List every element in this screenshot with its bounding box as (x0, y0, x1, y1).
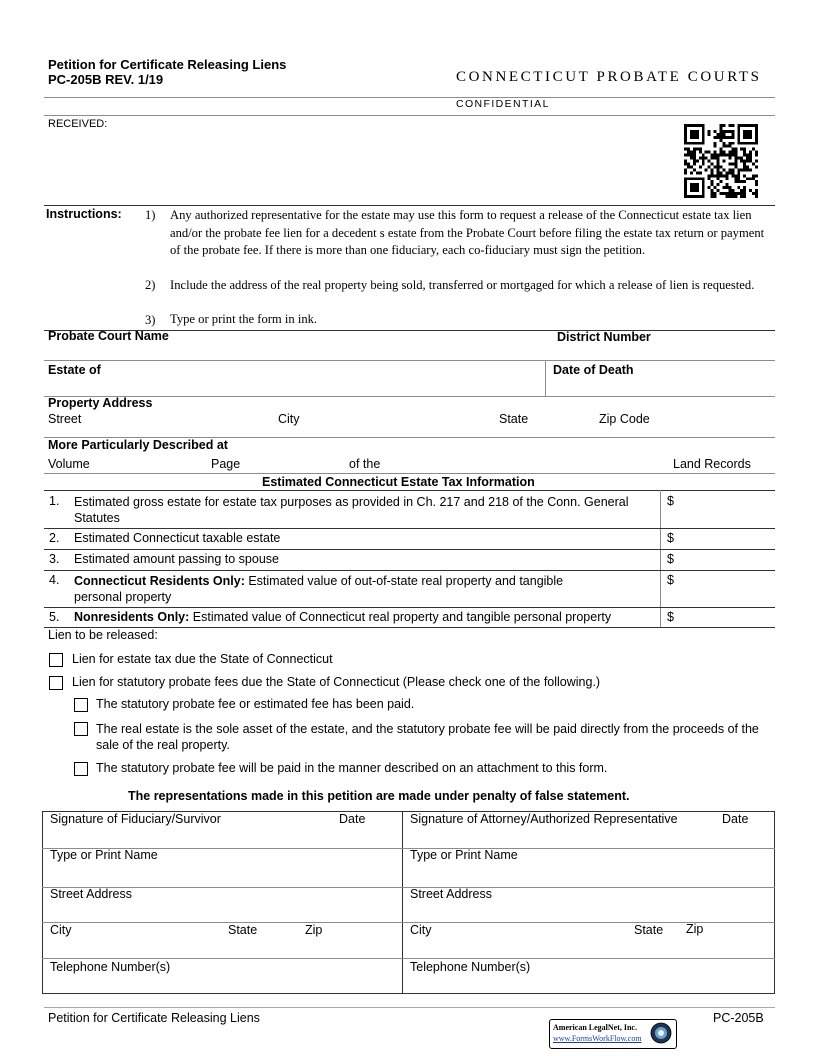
date-of-death-label: Date of Death (553, 363, 634, 377)
instruction-3-num: 3) (145, 313, 156, 327)
qr-code (684, 124, 758, 198)
probate-fee-lien-label: Lien for statutory probate fees due the State of Connecticut (Please check one of the following.) (72, 675, 601, 689)
header-divider (44, 97, 775, 98)
probate-court-name-label: Probate Court Name (48, 329, 169, 343)
tax-row-5-currency: $ (667, 610, 674, 624)
street-label: Street (48, 412, 82, 426)
records-divider (44, 473, 775, 474)
fiduciary-date-label: Date (339, 812, 366, 826)
probate-fee-lien-checkbox[interactable] (49, 676, 63, 690)
instruction-3-text: Type or print the form in ink. (170, 312, 318, 326)
signature-row-divider (42, 887, 775, 888)
legalnet-logo[interactable] (549, 1019, 677, 1049)
tax-row-4-currency: $ (667, 573, 674, 587)
tax-row-5-body: Estimated value of Connecticut real property and tangible personal property (192, 610, 612, 624)
tax-row-1-num: 1. (49, 494, 60, 508)
fee-paid-checkbox[interactable] (74, 698, 88, 712)
estate-divider (44, 396, 775, 397)
tax-row-5-bold: Nonresidents Only: (74, 610, 190, 624)
fiduciary-phone-label: Telephone Number(s) (50, 960, 171, 974)
tax-row-1-text: Estimated gross estate for estate tax purposes as provided in Ch. 217 and 218 of the Conn. General Statutes (74, 495, 629, 525)
instructions-top-rule (44, 205, 775, 206)
fiduciary-street-label: Street Address (50, 887, 132, 901)
estate-of-label: Estate of (48, 363, 101, 377)
fiduciary-signature-label: Signature of Fiduciary/Survivor (50, 812, 221, 826)
tax-info-heading: Estimated Connecticut Estate Tax Information (262, 475, 535, 489)
tax-row-4-text (74, 573, 614, 605)
attorney-state-label: State (634, 923, 664, 937)
estate-tax-lien-label: Lien for estate tax due the State of Connecticut (72, 652, 333, 666)
zip-code-label: Zip Code (599, 412, 650, 426)
fiduciary-name-label: Type or Print Name (50, 848, 158, 862)
tax-row-2-text: Estimated Connecticut taxable estate (74, 531, 281, 545)
received-label: RECEIVED: (48, 118, 108, 130)
tax-row-1-currency: $ (667, 494, 674, 508)
signature-row-divider (42, 958, 775, 959)
attorney-name-label: Type or Print Name (410, 848, 518, 862)
district-number-label: District Number (557, 330, 651, 344)
instructions-label: Instructions: (46, 207, 122, 221)
tax-row-4-bold: Connecticut Residents Only: (74, 574, 245, 588)
sole-asset-checkbox[interactable] (74, 722, 88, 736)
tax-row-3-currency: $ (667, 552, 674, 566)
attorney-zip-label: Zip (686, 922, 704, 936)
attachment-label: The statutory probate fee will be paid in the manner described on an attachment to this form. (96, 761, 608, 775)
of-the-label: of the (349, 457, 381, 471)
land-records-label: Land Records (673, 457, 751, 471)
tax-row-divider (44, 549, 775, 550)
tax-row-5-num: 5. (49, 610, 60, 624)
form-title: Petition for Certificate Releasing Liens (48, 57, 287, 72)
attorney-signature-label: Signature of Attorney/Authorized Representative (410, 812, 678, 826)
court-divider (44, 360, 775, 361)
instruction-2-text: Include the address of the real property being sold, transferred or mortgaged for which a release of lien is requested. (170, 278, 755, 292)
globe-icon (650, 1022, 672, 1044)
tax-row-4-num: 4. (49, 573, 60, 587)
sole-asset-label: The real estate is the sole asset of the estate, and the statutory probate fee will be paid directly from the proceeds of the sale of the real property. (96, 722, 759, 752)
tax-row-2-num: 2. (49, 531, 60, 545)
form-number: PC-205B REV. 1/19 (48, 72, 164, 87)
instruction-1-text: Any authorized representative for the estate may use this form to request a release of the Connecticut estate tax lien and/or the probate fee lien for a decedent s estate from the Probate Court before filing the estate tax return or payment of the probate fee. If there is more than one fiduciary, each co-fiduciary must sign the petition. (170, 208, 765, 257)
property-address-label: Property Address (48, 396, 153, 410)
estate-divider-vertical (545, 360, 546, 396)
instruction-1-num: 1) (145, 208, 156, 222)
fiduciary-city-label: City (50, 923, 72, 937)
instruction-2-num: 2) (145, 278, 156, 292)
state-label: State (499, 412, 529, 426)
footer-form-code: PC-205B (713, 1011, 764, 1025)
attorney-phone-label: Telephone Number(s) (410, 960, 531, 974)
more-particularly-label: More Particularly Described at (48, 438, 228, 452)
tax-row-divider (44, 607, 775, 608)
confidential-label: CONFIDENTIAL (456, 98, 550, 110)
attorney-city-label: City (410, 923, 432, 937)
logo-url[interactable]: www.FormsWorkFlow.com (553, 1034, 642, 1043)
city-label: City (278, 412, 300, 426)
attorney-street-label: Street Address (410, 887, 492, 901)
attorney-date-label: Date (722, 812, 749, 826)
fiduciary-state-label: State (228, 923, 258, 937)
tax-row-2-currency: $ (667, 531, 674, 545)
footer-title: Petition for Certificate Releasing Liens (48, 1011, 260, 1025)
signature-row-divider (42, 922, 775, 923)
tax-row-3-text: Estimated amount passing to spouse (74, 552, 279, 566)
attachment-checkbox[interactable] (74, 762, 88, 776)
fiduciary-zip-label: Zip (305, 923, 323, 937)
tax-row-divider (44, 528, 775, 529)
court-name: CONNECTICUT PROBATE COURTS (456, 69, 762, 85)
page-label: Page (211, 457, 241, 471)
tax-row-5-text (74, 610, 611, 624)
fee-paid-label: The statutory probate fee or estimated fee has been paid. (96, 697, 415, 711)
signature-box-divider (402, 811, 403, 994)
lien-label: Lien to be released: (48, 628, 158, 642)
footer-divider (44, 1007, 775, 1008)
tax-row-3-num: 3. (49, 552, 60, 566)
estate-tax-lien-checkbox[interactable] (49, 653, 63, 667)
tax-row-4-body: Estimated value of out-of-state real property and tangible personal property (74, 574, 564, 604)
confidential-divider (44, 115, 775, 116)
volume-label: Volume (48, 457, 90, 471)
tax-table-top (44, 490, 775, 491)
logo-company: American LegalNet, Inc. (553, 1023, 637, 1032)
tax-row-divider (44, 570, 775, 571)
penalty-statement: The representations made in this petition are made under penalty of false statement. (128, 789, 630, 803)
